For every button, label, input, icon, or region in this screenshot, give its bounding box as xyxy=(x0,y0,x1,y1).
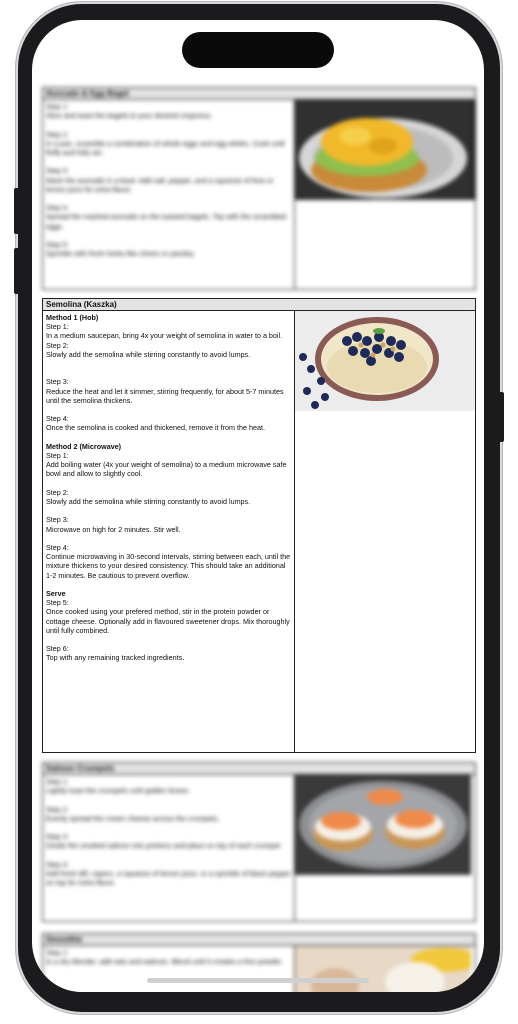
recipe-card-smoothie[interactable] xyxy=(42,933,476,992)
step-label: Step 1: xyxy=(46,450,69,460)
step-label: Step 2: xyxy=(46,487,69,497)
serve-heading: Serve xyxy=(46,588,66,598)
recipe-image-smoothie xyxy=(295,946,475,992)
step-text: Microwave on high for 2 minutes. Stir well. xyxy=(46,524,181,534)
step-label: Step 4: xyxy=(46,542,69,552)
step-text: Once the semolina is cooked and thickened, remove it from the heat. xyxy=(46,423,265,433)
step-text: Continue microwaving in 30-second intervals, stirring between each, until the mixture thickens to your desired consistency. This should take an additional 1-2 minutes. Be cautious to prevent overflow. xyxy=(46,552,291,580)
recipe-title: Smoothie xyxy=(43,934,475,946)
step-text: Slowly add the semolina while stirring constantly to avoid lumps. xyxy=(46,349,251,359)
step-label: Step 3: xyxy=(46,832,69,842)
step-label: Step 2: xyxy=(46,804,69,814)
recipe-title: Salmon Crumpets xyxy=(43,763,475,775)
step-text: Lightly toast the crumpets until golden brown. xyxy=(46,786,191,796)
step-text: Evenly spread the cream cheese across the crumpets. xyxy=(46,813,220,823)
step-label: Step 1: xyxy=(46,102,69,111)
app-screen xyxy=(32,20,484,992)
step-label: Step 4: xyxy=(46,203,69,213)
recipe-card-avocado-egg-bagel[interactable] xyxy=(42,87,476,290)
step-text: Top with any remaining tracked ingredients. xyxy=(46,653,185,663)
method-heading: Method 2 (Microwave) xyxy=(46,441,122,451)
step-text: Reduce the heat and let it simmer, stirring frequently, for about 5-7 minutes until the semolina thickens. xyxy=(46,386,284,405)
step-label: Step 2: xyxy=(46,129,69,139)
step-label: Step 1: xyxy=(46,948,69,957)
step-label: Step 5: xyxy=(46,598,69,608)
step-text: Divide the smoked salmon into portions and place on top of each crumpet. xyxy=(46,841,283,851)
volume-down-button xyxy=(14,248,19,294)
recipe-image-semolina xyxy=(295,311,475,411)
step-label: Step 5: xyxy=(46,239,69,249)
dynamic-island xyxy=(182,32,334,68)
step-text: Spread the mashed avocado on the toasted bagels. Top with the scrambled eggs. xyxy=(46,212,287,231)
step-text: In a dry blender, add oats and walnuts. Blend until it creates a fine powder. xyxy=(46,957,283,967)
step-label: Step 1: xyxy=(46,777,69,786)
step-text: Once cooked using your prefered method, stir in the protein powder or cottage cheese. Optionally add in flavoured sweetener drops. Mix thoroughly until fully combined. xyxy=(46,607,290,635)
step-label: Step 3: xyxy=(46,377,69,387)
recipe-card-salmon-crumpets[interactable] xyxy=(42,762,476,922)
recipe-image-avocado-bagel xyxy=(295,100,475,200)
step-text: Slice and toast the bagels to your desired crispness. xyxy=(46,111,213,121)
step-label: Step 2: xyxy=(46,340,69,350)
step-text: In a pan, scramble a combination of whole eggs and egg whites. Cook until fluffy and fully set. xyxy=(46,138,285,157)
step-text: Slowly add the semolina while stirring constantly to avoid lumps. xyxy=(46,496,251,506)
step-label: Step 3: xyxy=(46,515,69,525)
home-indicator[interactable] xyxy=(147,978,369,983)
step-text: Add fresh dill, capers, a squeeze of lemon juice, or a sprinkle of black pepper on top for extra flavor. xyxy=(46,868,291,888)
method-heading: Method 1 (Hob) xyxy=(46,313,99,322)
step-label: Step 6: xyxy=(46,644,69,654)
power-button xyxy=(499,392,504,442)
step-label: Step 4: xyxy=(46,859,69,869)
step-text: In a medium saucepan, bring 4x your weight of semolina in water to a boil. xyxy=(46,331,283,341)
volume-up-button xyxy=(14,188,19,234)
recipe-title: Avocado & Egg Bagel xyxy=(43,88,475,100)
step-text: Mash the avocado in a bowl. Add salt, pepper, and a squeeze of lime or lemon juice for extra flavor. xyxy=(46,175,274,194)
step-label: Step 3: xyxy=(46,166,69,176)
step-label: Step 4: xyxy=(46,414,69,424)
recipe-title: Semolina (Kaszka) xyxy=(43,299,475,311)
recipe-steps xyxy=(43,775,295,921)
recipe-image-salmon-crumpets xyxy=(295,775,475,875)
step-text: Add boiling water (4x your weight of semolina) to a medium microwave safe bowl and allow to slightly cool. xyxy=(46,460,287,479)
recipe-card-semolina[interactable] xyxy=(42,298,476,753)
step-text: Sprinkle with fresh herbs like chives or parsley. xyxy=(46,249,195,259)
recipe-steps xyxy=(43,946,295,992)
step-label: Step 1: xyxy=(46,322,69,332)
recipe-steps xyxy=(43,311,295,752)
recipe-steps xyxy=(43,100,295,289)
